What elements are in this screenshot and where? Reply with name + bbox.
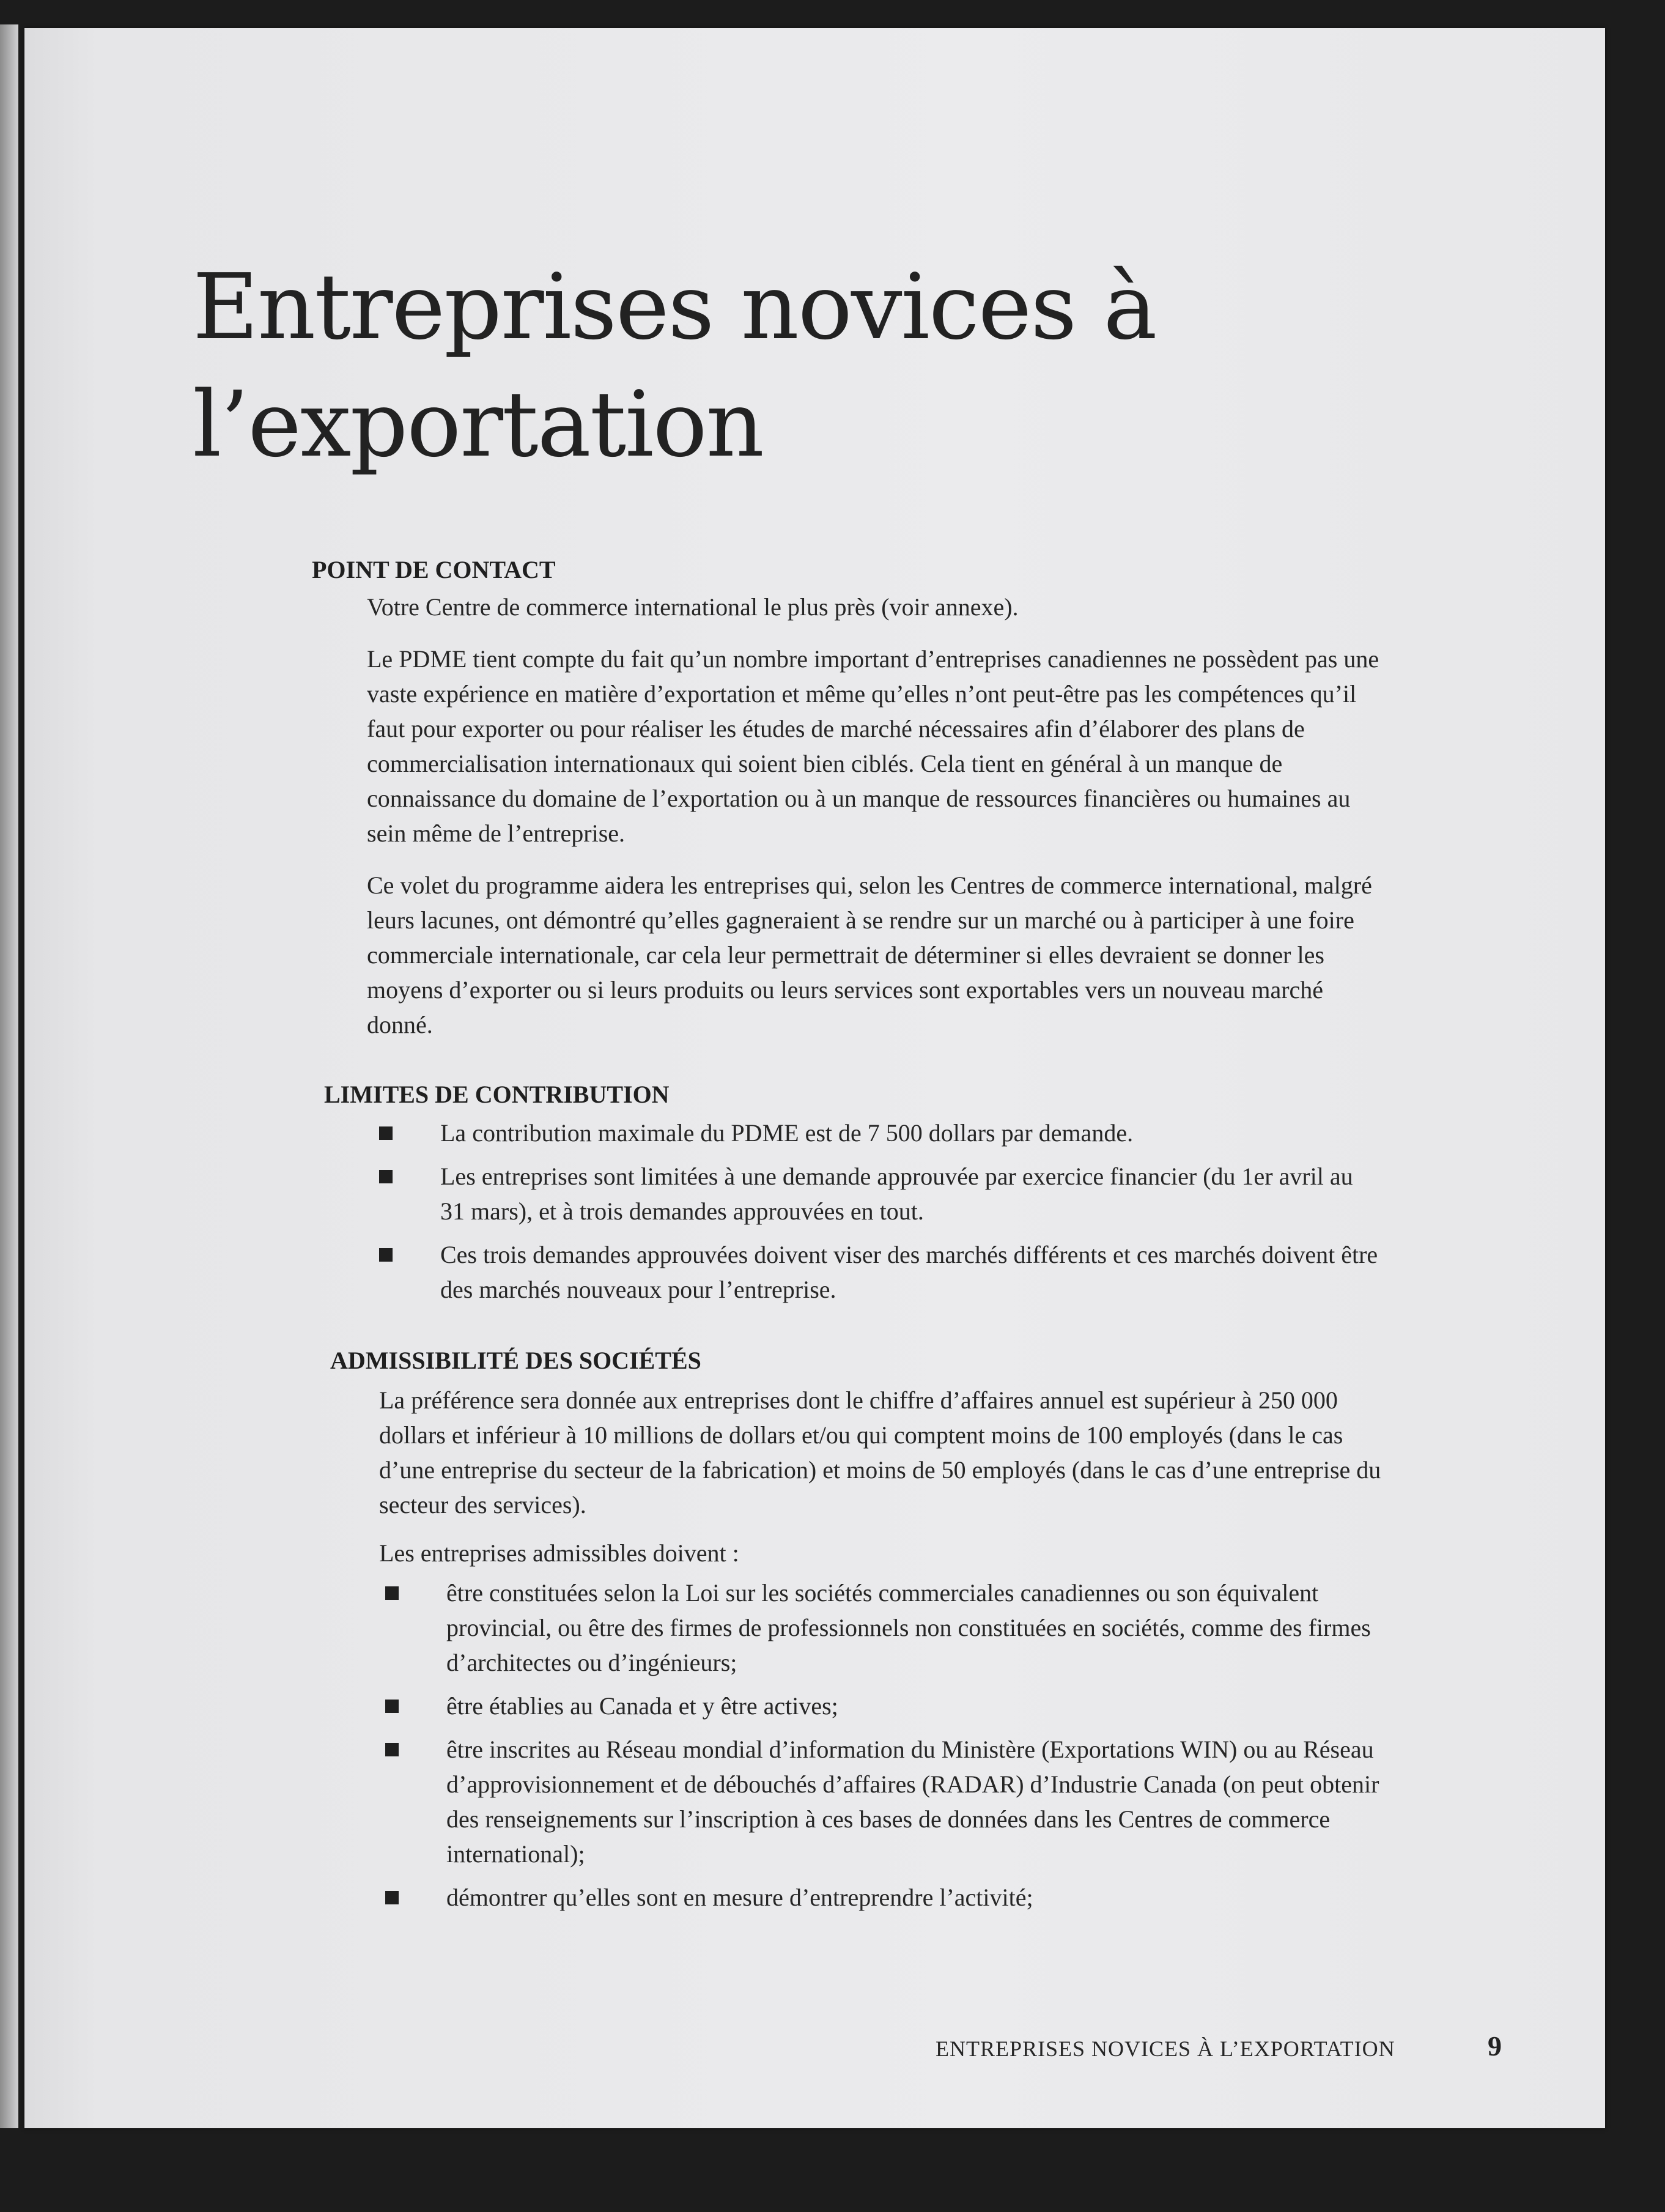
contact-paragraph: Votre Centre de commerce international le plus près (voir annexe). — [367, 593, 1019, 621]
contact-paragraph: Le PDME tient compte du fait qu’un nombre important d’entreprises canadiennes ne possèdent pas une vaste expérience en matière d’exportation et même qu’elles n’ont peut-être pas les compétences qu’il faut pour exporter ou pour réaliser les études de marché nécessaires afin d’élaborer des plans de commercialisation internationaux qui soient bien ciblés. Cela tient en général à un manque de connaissance du domaine de l’exportation ou à un manque de ressources financières ou humaines au sein même de l’entreprise. — [367, 645, 1379, 847]
list-item-text: démontrer qu’elles sont en mesure d’entreprendre l’activité; — [446, 1884, 1033, 1911]
list-item-text: La contribution maximale du PDME est de 7 500 dollars par demande. — [440, 1119, 1134, 1147]
list-item-text: Ces trois demandes approuvées doivent viser des marchés différents et ces marchés doivent être des marchés nouveaux pour l’entreprise. — [440, 1241, 1378, 1303]
list-item-text: Les entreprises sont limitées à une demande approuvée par exercice financier (du 1er avril au 31 mars), et à trois demandes approuvées en tout. — [440, 1163, 1353, 1225]
eligibility-paragraph: Les entreprises admissibles doivent : — [379, 1539, 739, 1567]
section-heading-eligibility: ADMISSIBILITÉ DES SOCIÉTÉS — [330, 1347, 701, 1374]
eligibility-bullet-list — [385, 1575, 1388, 1915]
limits-bullet-list — [379, 1115, 1382, 1307]
square-bullet-icon — [379, 1126, 393, 1140]
page-title-line-2: l’exportation — [193, 372, 763, 477]
page-content — [293, 554, 1394, 1923]
square-bullet-icon — [385, 1586, 399, 1600]
section-heading-limits: LIMITES DE CONTRIBUTION — [324, 1081, 670, 1108]
contact-paragraph: Ce volet du programme aidera les entreprises qui, selon les Centres de commerce international, malgré leurs lacunes, ont démontré qu’elles gagneraient à se rendre sur un marché ou à participer à une foire commerciale internationale, car cela leur permettrait de déterminer si elles devraient se donner les moyens d’exporter ou si leurs produits ou leurs services sont exportables vers un nouveau marché donné. — [367, 871, 1372, 1038]
adjacent-page-edge — [0, 24, 18, 2128]
list-item — [379, 1115, 1382, 1150]
page-title-line-1: Entreprises novices à — [193, 254, 1156, 360]
eligibility-paragraph: La préférence sera donnée aux entreprises dont le chiffre d’affaires annuel est supérieur à 250 000 dollars et inférieur à 10 millions de dollars et/ou qui comptent moins de 100 employés (dans le cas d’une entreprise du secteur de la fabrication) et moins de 50 employés (dans le cas d’une entreprise du secteur des services). — [379, 1386, 1381, 1518]
document-page — [24, 28, 1605, 2128]
list-item — [385, 1880, 1388, 1915]
square-bullet-icon — [379, 1248, 393, 1262]
square-bullet-icon — [385, 1891, 399, 1904]
page-number: 9 — [1488, 2030, 1502, 2062]
list-item — [379, 1159, 1382, 1229]
list-item — [379, 1237, 1382, 1307]
list-item — [385, 1575, 1388, 1680]
page-title — [193, 248, 1416, 483]
running-footer-title: ENTREPRISES NOVICES À L’EXPORTATION — [936, 2036, 1395, 2061]
square-bullet-icon — [379, 1170, 393, 1183]
square-bullet-icon — [385, 1743, 399, 1756]
list-item — [385, 1689, 1388, 1723]
section-heading-contact: POINT DE CONTACT — [312, 556, 556, 583]
list-item-text: être inscrites au Réseau mondial d’information du Ministère (Exportations WIN) ou au Réseau d’approvisionnement et de débouchés d’affaires (RADAR) d’Industrie Canada (on peut obtenir des renseignements sur l’inscription à ces bases de données dans les Centres de commerce international); — [446, 1736, 1379, 1868]
list-item-text: être établies au Canada et y être actives; — [446, 1692, 838, 1720]
list-item-text: être constituées selon la Loi sur les sociétés commerciales canadiennes ou son équivalent provincial, ou être des firmes de professionnels non constituées en sociétés, comme des firmes d’architectes ou d’ingénieurs; — [446, 1579, 1371, 1676]
square-bullet-icon — [385, 1700, 399, 1713]
list-item — [385, 1732, 1388, 1871]
